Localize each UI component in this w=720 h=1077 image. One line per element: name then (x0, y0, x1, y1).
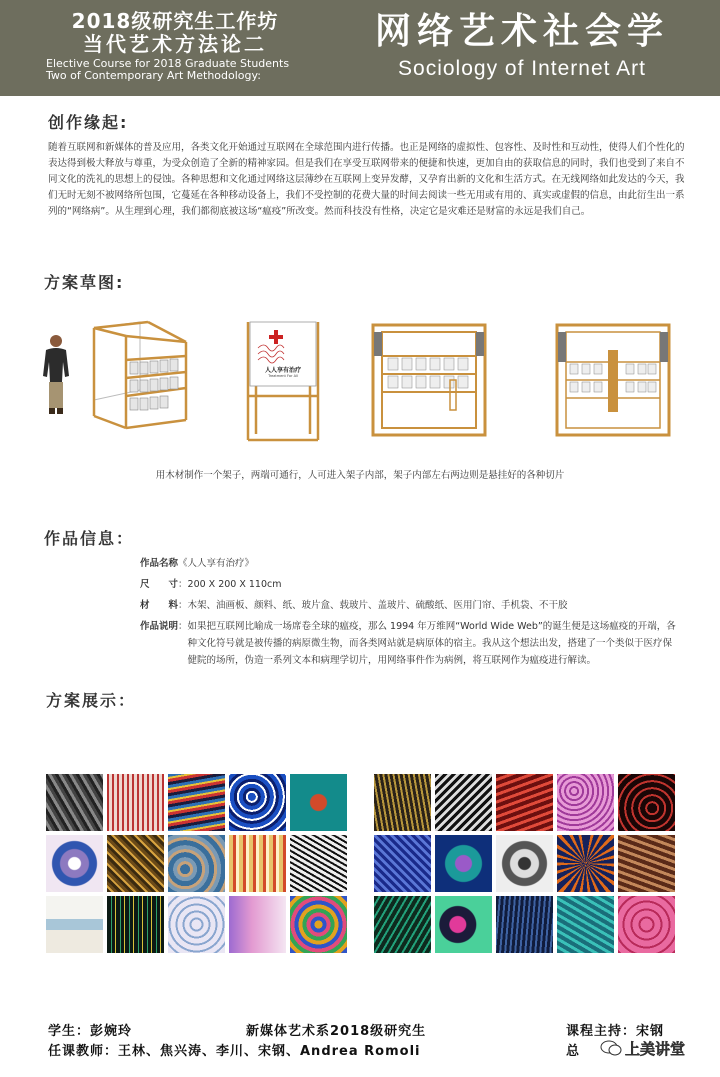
slice-image (168, 896, 225, 953)
shelf-perspective-sketch (88, 320, 192, 432)
poster-sub: Treatment For All (268, 374, 298, 378)
slice-image (618, 774, 675, 831)
course-line-2: 当代艺术方法论二 (83, 32, 267, 56)
name-label: 作品名称 (140, 558, 179, 569)
host-fragment: 总 (566, 1044, 581, 1059)
poster-text: 人人享有治疗 (264, 367, 301, 374)
info-size-row: 尺 寸 ： 200 X 200 X 110cm (140, 576, 680, 593)
slice-image (107, 835, 164, 892)
shelf-front-sketch (370, 322, 488, 438)
size-label: 尺 寸 (140, 579, 179, 590)
slice-image (557, 896, 614, 953)
slice-image (557, 835, 614, 892)
info-name-row (140, 555, 680, 572)
work-info (140, 555, 680, 673)
wechat-icon (600, 1039, 622, 1057)
shelf-interior-sketch (554, 322, 672, 438)
showcase-title: 方案展示： (46, 691, 137, 710)
desc-label: 作品说明 (140, 621, 179, 632)
slice-image (374, 774, 431, 831)
course-info (40, 10, 310, 82)
course-line-1: 2018级研究生工作坊 (71, 9, 279, 33)
slice-image (435, 774, 492, 831)
material-value: 木架、油画板、颜料、纸、玻片盒、载玻片、盖玻片、硫酸纸、医用门帘、手机袋、不干胶 (187, 600, 568, 611)
info-material-row: 材 料 ： 木架、油画板、颜料、纸、玻片盒、载玻片、盖玻片、硫酸纸、医用门帘、手机袋、不干胶 (140, 597, 680, 614)
material-label: 材 料 (140, 600, 179, 611)
slice-image (374, 896, 431, 953)
origin-title: 创作缘起: (48, 113, 129, 132)
slice-image (168, 835, 225, 892)
sketch-title: 方案草图: (44, 273, 125, 292)
slice-image (618, 896, 675, 953)
course-line-4: Two of Contemporary Art Methodology: (46, 69, 261, 82)
info-title: 作品信息： (44, 529, 135, 548)
slice-gallery-left (46, 774, 347, 953)
slice-image (107, 774, 164, 831)
size-value: 200 X 200 X 110cm (187, 579, 282, 590)
slice-image (496, 835, 553, 892)
course-line-3: Elective Course for 2018 Graduate Students (46, 57, 290, 70)
slice-image (290, 774, 347, 831)
shelf-poster-sketch (244, 318, 322, 442)
info-desc-row: 作品说明 ： 如果把互联网比喻成一场席卷全球的瘟疫，那么 1994 年万维网“World Wide Web”的诞生便是这场瘟疫的开端，各种文化符号就是被传播的病原微生物，而各类网站就是病原体的宿主。我从这个想法出发，搭建了一个类似于医疗保健院的场所，伪造一系列文本和病理学切片，用网络事件作为病例，将互联网作为瘟疫进行解读。 (140, 618, 680, 669)
slice-gallery-right (374, 774, 675, 953)
slice-image (435, 835, 492, 892)
slice-image (290, 835, 347, 892)
slice-image (46, 835, 103, 892)
slice-image (168, 774, 225, 831)
origin-text: 随着互联网和新媒体的普及应用，各类文化开始通过互联网在全球范围内进行传播。也正是网络的虚拟性、包容性、及时性和互动性，使得人们个性化的表达得到极大释放与尊重，为受众创造了全新的精神家园。但是我们在享受互联网带来的便捷和快速，更加自由的获取信息的同时，我们也受到了来自不同文化的洗礼的思想上的侵蚀。各种思想和文化通过网络这层薄纱在互联网上变异发酵，又孕育出新的文化和生活方式。在无线网络如此发达的今天，我们无时无刻不被网络所包围，它蔓延在各种移动设备上，我们不受控制的花费大量的时间去阅读一些无用或有用的、真实或虚假的信息，由此衍生出一系列的“网络病”。从生理到心理，我们都彻底被这场“瘟疫”所改变。然而科技没有性格，决定它是灾难还是财富的永远是我们自己。 (48, 142, 685, 217)
slice-image (46, 774, 103, 831)
slice-image (290, 896, 347, 953)
student-name: 学生：彭婉玲 (48, 1024, 133, 1039)
title-cn: 网络艺术社会学 (374, 11, 669, 52)
slice-image (435, 896, 492, 953)
slice-image (229, 774, 286, 831)
slice-image (107, 896, 164, 953)
slice-image (374, 835, 431, 892)
department: 新媒体艺术系2018级研究生 (246, 1024, 427, 1039)
slice-image (557, 774, 614, 831)
slice-image (46, 896, 103, 953)
slice-image (496, 774, 553, 831)
course-host: 课程主持：宋钢 (566, 1024, 665, 1039)
header-banner (0, 0, 720, 96)
desc-value: 如果把互联网比喻成一场席卷全球的瘟疫，那么 1994 年万维网“World Wide Web”的诞生便是这场瘟疫的开端，各种文化符号就是被传播的病原微生物，而各类网站就是病原体的宿主。我从这个想法出发，搭建了一个类似于医疗保健院的场所，伪造一系列文本和病理学切片，用网络事件作为病例，将互联网作为瘟疫进行解读。 (187, 621, 676, 666)
slice-image (496, 896, 553, 953)
slice-image (618, 835, 675, 892)
poster-title (352, 8, 692, 82)
teachers: 任课教师：王林、焦兴涛、李川、宋钢、Andrea Romoli (48, 1044, 421, 1059)
watermark (600, 1036, 712, 1060)
watermark-text: 上美讲堂 (625, 1039, 686, 1058)
title-en: Sociology of Internet Art (398, 57, 646, 80)
name-value: 《人人享有治疗》 (178, 558, 255, 569)
human-figure-icon (38, 332, 74, 416)
slice-image (229, 835, 286, 892)
slice-image (229, 896, 286, 953)
sketch-caption: 用木材制作一个架子，两端可通行，人可进入架子内部，架子内部左右两边则是悬挂好的各种切片 (155, 470, 565, 481)
